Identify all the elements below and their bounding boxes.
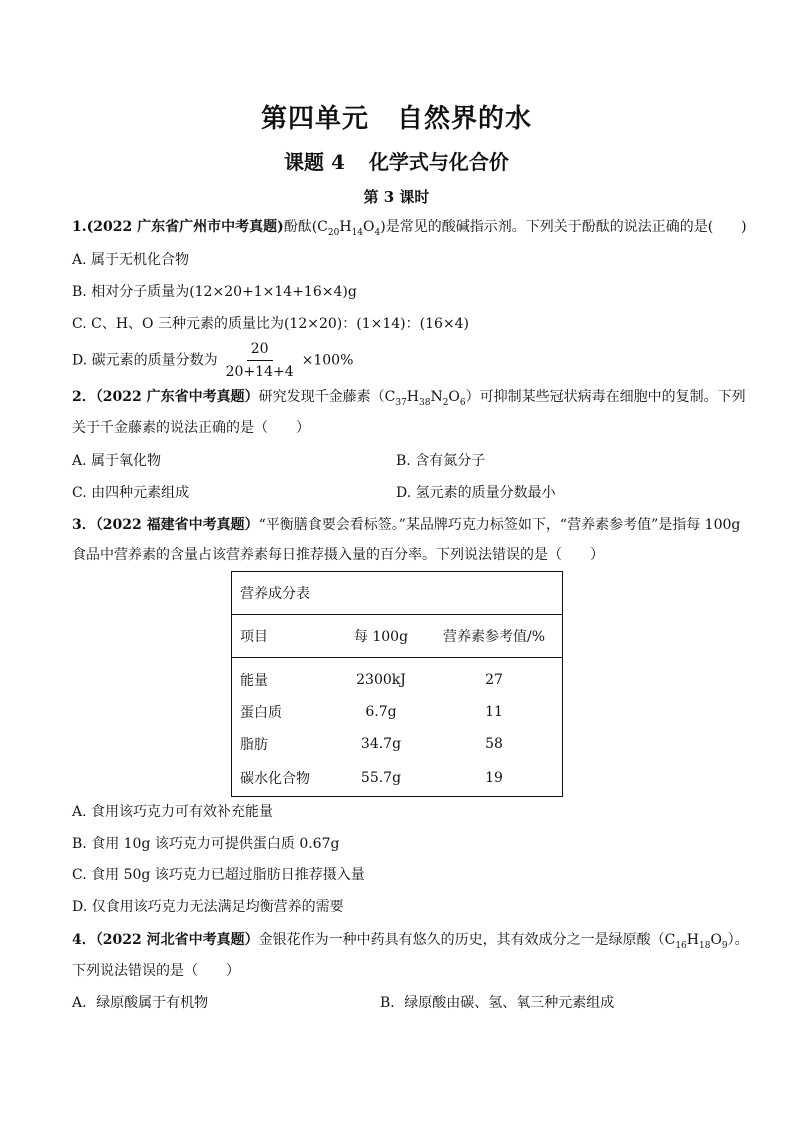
q3-option-a: A. 食用该巧克力可有效补充能量 [72,804,274,820]
q1-option-c: C. C、H、O 三种元素的质量比为(12×20)：(1×14)：(16×4) [72,316,469,332]
q2-option-c: C. 由四种元素组成 [72,485,190,501]
q3-stem: 3．（2022 福建省中考真题）“平衡膳食要会看标签。”某品牌巧克力标签如下，“营养素参考值”是指每 100g [72,517,741,533]
unit-title: 第四单元 自然界的水 [260,104,533,134]
table-header: 每 100g [336,615,426,658]
q4-stem-line2: 下列说法错误的是（ ） [72,963,240,979]
q2-stem: 2．（2022 广东省中考真题）研究发现千金藤素$(C_{37}H_{38}N_2O_6)$可抑制某些冠状病毒在细胞中的复制。下列 [72,389,746,408]
q2-option-d: D. 氢元素的质量分数最小 [396,485,556,501]
q2-stem-line2: 关于千金藤素的说法正确的是（ ） [72,420,310,436]
q1-option-b: B. 相对分子质量为(12×20+1×14+16×4)g [72,284,357,300]
table-header: 营养素参考值/% [426,615,563,658]
table-row: 碳水化合物 55.7g 19 [240,769,503,787]
q4-option-b: B．绿原酸由碳、氢、氧三种元素组成 [380,995,615,1011]
table-row: 能量 2300kJ 27 [240,672,503,689]
mass-fraction: $\frac{20}{20+14+4}$ [225,341,294,380]
nutrition-table [231,571,563,797]
q3-option-c: C. 食用 50g 该巧克力已超过脂肪日推荐摄入量 [72,867,365,883]
q1-option-d: D. 碳元素的质量分数为 $\frac{20}{20+14+4}$ ×100% [72,341,354,380]
q3-option-d: D. 仅食用该巧克力无法满足均衡营养的需要 [72,899,344,915]
q4-stem: 4．（2022 河北省中考真题）金银花作为一种中药具有悠久的历史，其有效成分之一是绿原酸$(C_{16}H_{18}O_9)$。 [72,932,749,951]
q3-option-b: B. 食用 10g 该巧克力可提供蛋白质 0.67g [72,836,340,852]
q1-stem: 1.(2022 广东省广州市中考真题)酚酞$(C_{20}H_{14}O_4)$是常见的酸碱指示剂。下列关于酚酞的说法正确的是( ) [72,219,747,238]
q4-option-a: A．绿原酸属于有机物 [72,995,209,1011]
table-header: 项目 [232,615,337,658]
table-row: 脂肪 34.7g 58 [240,736,503,753]
q1-option-a: A. 属于无机化合物 [72,252,190,268]
q2-option-b: B. 含有氮分子 [396,453,486,469]
period-title: 第 3 课时 [363,188,430,206]
table-caption: 营养成分表 [232,572,563,615]
q3-stem-line2: 食品中营养素的含量占该营养素每日推荐摄入量的百分率。下列说法错误的是（ ） [72,547,604,563]
table-row: 蛋白质 6.7g 11 [240,704,503,721]
q2-option-a: A. 属于氧化物 [72,453,162,469]
lesson-title: 课题 4 化学式与化合价 [284,150,509,174]
